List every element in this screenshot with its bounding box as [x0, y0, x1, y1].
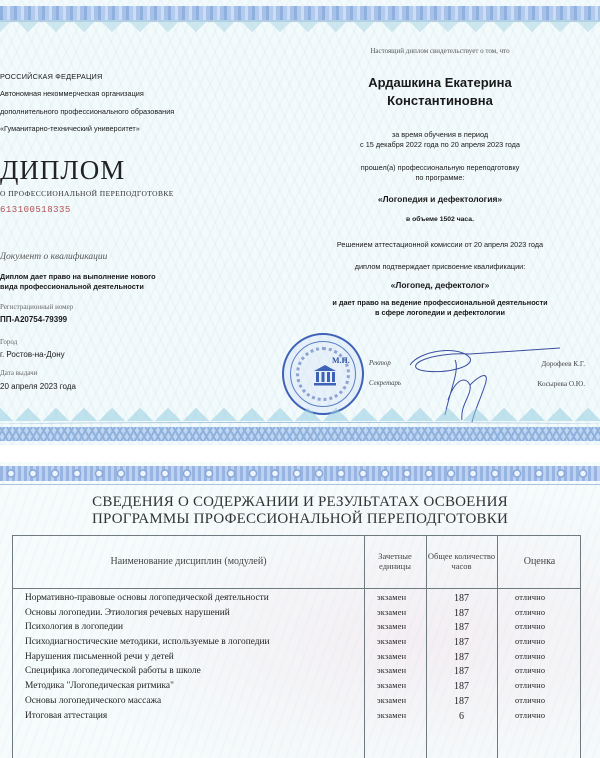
attachment-ornamental-border — [0, 466, 600, 481]
table-row — [13, 608, 582, 623]
bottom-zigzag-pattern — [0, 395, 600, 421]
grade-value: отлично — [515, 622, 546, 632]
table-row — [13, 696, 582, 711]
column-header-credit-units: Зачетные единицы — [378, 551, 412, 571]
column-header-grade: Оценка — [523, 556, 556, 568]
organization-line-2: дополнительного профессионального образования — [0, 107, 175, 116]
rector-name: Дорофеев К.Г. — [541, 360, 585, 368]
secretary-label: Секретарь — [369, 380, 401, 387]
hours-value: 187 — [454, 695, 469, 707]
issue-date-value: 20 апреля 2023 года — [0, 382, 76, 391]
building-columns-icon — [312, 363, 338, 387]
diploma-subtitle: О ПРОФЕССИОНАЛЬНОЙ ПЕРЕПОДГОТОВКЕ — [0, 189, 174, 198]
activity-rights-line-1: и дает право на ведение профессиональной деятельности — [332, 298, 548, 307]
bottom-ornamental-border — [0, 427, 600, 441]
discipline-name: Психология в логопедии — [25, 622, 124, 633]
table-row — [13, 666, 582, 681]
attachment-title-line-2: ПРОГРАММЫ ПРОФЕССИОНАЛЬНОЙ ПЕРЕПОДГОТОВКИ — [91, 511, 508, 527]
issue-date-label: Дата выдачи — [0, 369, 38, 377]
discipline-name: Основы логопедии. Этиология речевых нарушений — [25, 607, 230, 618]
assessment-type: экзамен — [377, 622, 407, 632]
assessment-type: экзамен — [377, 593, 407, 602]
city-value: г. Ростов-на-Дону — [0, 350, 65, 359]
hours-value: 187 — [454, 607, 469, 619]
rector-label: Ректор — [369, 360, 391, 367]
table-row — [13, 593, 582, 608]
grade-value: отлично — [515, 710, 546, 720]
discipline-name: Нарушения письменной речи у детей — [25, 651, 174, 662]
hours-value: 187 — [454, 593, 469, 604]
activity-rights-line-2: в сфере логопедии и дефектологии — [375, 308, 505, 317]
commission-decision: Решением аттестационной комиссии от 20 апреля 2023 года — [336, 240, 544, 249]
study-period-line-1: за время обучения в период — [391, 130, 489, 139]
study-period-line-2: с 15 декабря 2022 года по 20 апреля 2023 года — [360, 140, 520, 149]
country-label: РОССИЙСКАЯ ФЕДЕРАЦИЯ — [0, 72, 103, 81]
registration-number-value: ПП-А20754-79399 — [0, 315, 68, 324]
secretary-name: Косырева О.Ю. — [537, 380, 585, 388]
right-statement-line-2: вида профессиональной деятельности — [0, 282, 144, 291]
column-header-discipline: Наименование дисциплин (модулей) — [110, 556, 267, 568]
attachment-title-line-1: СВЕДЕНИЯ О СОДЕРЖАНИИ И РЕЗУЛЬТАТАХ ОСВОЕНИЯ — [92, 494, 508, 510]
attachment-page — [0, 462, 600, 758]
grade-value: отлично — [515, 695, 546, 705]
registration-number-label: Регистрационный номер — [0, 303, 74, 311]
disciplines-table — [12, 535, 581, 758]
column-header-total-hours: Общее количество часов — [427, 551, 496, 571]
table-row — [13, 637, 582, 652]
grade-value: отлично — [515, 593, 546, 602]
hours-value: 187 — [454, 651, 469, 663]
discipline-name: Итоговая аттестация — [25, 710, 108, 721]
hours-value: 187 — [454, 622, 469, 634]
assessment-type: экзамен — [377, 681, 407, 691]
right-statement-line-1: Диплом дает право на выполнение нового — [0, 272, 156, 281]
holder-name-line-1: Ардашкина Екатерина — [368, 75, 512, 90]
program-volume: в объеме 1502 часа. — [406, 216, 474, 223]
diploma-title: ДИПЛОМ — [0, 155, 126, 185]
document-qualification-label: Документ о квалификации — [0, 252, 108, 262]
assessment-type: экзамен — [377, 637, 407, 647]
discipline-name: Специфика логопедической работы в школе — [25, 666, 201, 677]
discipline-name: Нормативно-правовые основы логопедической деятельности — [25, 593, 269, 603]
assessment-type: экзамен — [377, 695, 407, 705]
discipline-name: Методика "Логопедическая ритмика" — [25, 681, 174, 692]
bottom-wave-line — [0, 422, 600, 426]
table-row — [13, 622, 582, 637]
seal-mark: М.П. — [332, 356, 350, 365]
grade-value: отлично — [515, 681, 546, 691]
organization-line-1: Автономная некоммерческая организация — [0, 89, 144, 98]
holder-name-line-2: Константиновна — [387, 93, 493, 108]
attachment-border-line — [0, 484, 600, 485]
hours-value: 6 — [459, 710, 464, 722]
assessment-type: экзамен — [377, 666, 407, 676]
table-body — [13, 593, 582, 725]
header-divider — [13, 588, 580, 589]
table-row — [13, 711, 582, 726]
assessment-type: экзамен — [377, 607, 407, 617]
hours-value: 187 — [454, 637, 469, 649]
grade-value: отлично — [515, 607, 546, 617]
discipline-name: Психодиагностические методики, используемые в логопедии — [25, 637, 270, 648]
assessment-type: экзамен — [377, 710, 407, 720]
program-name: «Логопедия и дефектология» — [377, 194, 503, 204]
passed-training-line-2: по программе: — [415, 173, 465, 182]
hours-value: 187 — [454, 681, 469, 693]
discipline-name: Основы логопедического массажа — [25, 695, 162, 706]
qualification-confirmation: диплом подтверждает присвоение квалификации: — [354, 262, 526, 271]
assessment-type: экзамен — [377, 651, 407, 661]
table-row — [13, 652, 582, 667]
city-label: Город — [0, 338, 18, 346]
grade-value: отлично — [515, 666, 546, 676]
table-row — [13, 681, 582, 696]
serial-number: 613100518335 — [0, 205, 71, 215]
hours-value: 187 — [454, 666, 469, 678]
certification-intro: Настоящий диплом свидетельствует о том, что — [370, 47, 510, 55]
organization-line-3: «Гуманитарно-технический университет» — [0, 124, 140, 133]
qualification-name: «Логопед, дефектолог» — [390, 280, 490, 290]
top-zigzag-pattern — [0, 20, 600, 42]
passed-training-line-1: прошел(а) профессиональную переподготовку — [360, 163, 520, 172]
grade-value: отлично — [515, 651, 546, 661]
grade-value: отлично — [515, 637, 546, 647]
top-ornamental-border — [0, 6, 600, 20]
